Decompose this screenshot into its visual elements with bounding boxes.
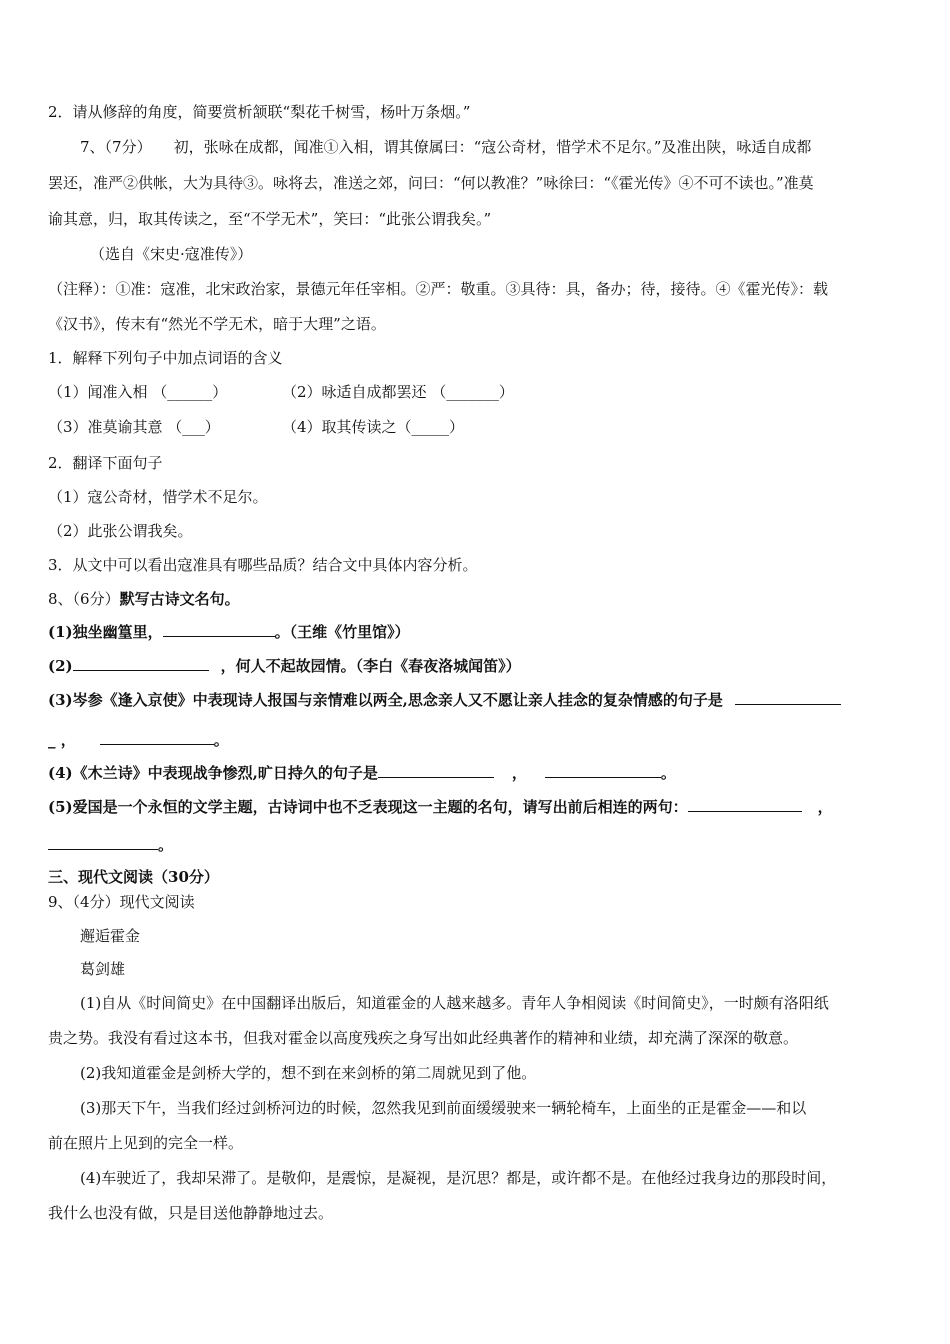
section-3-heading: 三、现代文阅读（30分） <box>48 868 219 886</box>
q7-translate-1: （1）寇公奇材，惜学术不足尔。 <box>48 488 268 506</box>
prev-question-2: 2．请从修辞的角度，简要赏析颔联“梨花千树雪，杨叶万条烟。” <box>48 103 471 121</box>
article-title: 邂逅霍金 <box>80 927 141 945</box>
q8-line-5-cont <box>48 834 173 856</box>
q8-l3-end: 。 <box>213 731 229 749</box>
q7-text-1: 初，张咏在成都，闻准①入相，谓其僚属曰：“寇公奇材，惜学术不足尔。”及准出陕，咏适自成都 <box>173 138 812 156</box>
q8-l1-source: 。（王维《竹里馆》） <box>274 623 410 641</box>
q8-l4-sep: ， <box>511 764 527 782</box>
article-p3-line-2: 前在照片上见到的完全一样。 <box>48 1134 244 1152</box>
article-p4-line-2: 我什么也没有做，只是目送他静静地过去。 <box>48 1204 334 1222</box>
q8-l5-end: 。 <box>158 836 174 854</box>
answer-blank[interactable] <box>48 834 158 850</box>
article-p2: (2)我知道霍金是剑桥大学的，想不到在来剑桥的第二周就见到了他。 <box>80 1064 537 1082</box>
q7-paragraph-line-1 <box>80 136 811 158</box>
q7-note-line-1: （注释）：①准：寇准，北宋政治家，景德元年任宰相。②严：敬重。③具待：具，备办；待，接待。④《霍光传》：载 <box>48 280 829 298</box>
q8-line-1 <box>48 621 410 643</box>
q7-sub-question-1: 1．解释下列句子中加点词语的含义 <box>48 349 283 367</box>
answer-blank[interactable] <box>735 689 841 705</box>
answer-blank[interactable] <box>73 655 209 671</box>
q8-line-3-cont <box>48 729 229 751</box>
q8-title: 默写古诗文名句。 <box>119 590 240 608</box>
q8-line-5 <box>48 796 833 818</box>
q7-item-1: （1）闻准入相 （______） <box>48 383 228 401</box>
q7-paragraph-line-3: 谕其意，归，取其传读之，至“不学无术”，笑曰：“此张公谓我矣。” <box>48 210 492 228</box>
article-author: 葛剑雄 <box>80 960 126 978</box>
q7-translate-2: （2）此张公谓我矣。 <box>48 522 193 540</box>
q7-note-line-2: 《汉书》，传末有“然光不学无术，暗于大理”之语。 <box>48 315 386 333</box>
q7-source: （选自《宋史·寇准传》） <box>90 245 253 263</box>
q8-heading-line <box>48 588 240 610</box>
q8-l1-text: (1)独坐幽篁里， <box>48 623 163 641</box>
answer-blank[interactable] <box>378 762 494 778</box>
q7-item-3: （3）准莫谕其意 （___） <box>48 418 220 436</box>
q9-heading: 9、（4分）现代文阅读 <box>48 893 195 911</box>
q8-l4-text: (4)《木兰诗》中表现战争惨烈,旷日持久的句子是 <box>48 764 378 782</box>
q8-line-4 <box>48 762 676 784</box>
q8-l5-text: (5)爱国是一个永恒的文学主题，古诗词中也不乏表现这一主题的名句，请写出前后相连的两句： <box>48 798 688 816</box>
q8-l3-sep: _ ， <box>48 731 76 749</box>
q8-line-2 <box>48 655 521 677</box>
q7-sub-question-2: 2．翻译下面句子 <box>48 454 163 472</box>
q8-l5-sep: ， <box>817 798 833 816</box>
answer-blank[interactable] <box>163 621 275 637</box>
article-p3-line-1: (3)那天下午，当我们经过剑桥河边的时候，忽然我见到前面缓缓驶来一辆轮椅车，上面坐的正是霍金——和以 <box>80 1099 807 1117</box>
q7-sub-question-3: 3．从文中可以看出寇准具有哪些品质？结合文中具体内容分析。 <box>48 556 478 574</box>
article-p1-line-1: (1)自从《时间简史》在中国翻译出版后，知道霍金的人越来越多。青年人争相阅读《时间简史》，一时颇有洛阳纸 <box>80 994 829 1012</box>
q7-paragraph-line-2: 罢还，准严②供帐，大为具待③。咏将去，准送之郊，问曰：“何以教准？”咏徐曰：“《霍光传》④不可不读也。”准莫 <box>48 174 814 192</box>
article-p4-line-1: (4)车驶近了，我却呆滞了。是敬仰，是震惊，是凝视，是沉思？都是，或许都不是。在他经过我身边的那段时间， <box>80 1169 837 1187</box>
q8-l4-end: 。 <box>660 764 676 782</box>
answer-blank[interactable] <box>100 729 214 745</box>
q8-heading: 8、（6分） <box>48 590 120 608</box>
q8-l3-text: (3)岑参《逢入京使》中表现诗人报国与亲情难以两全,思念亲人又不愿让亲人挂念的复杂情感的句子是 <box>48 691 723 709</box>
q7-item-2: （2）咏适自成都罢还 （_______） <box>282 383 514 401</box>
q8-l2-text: ，何人不起故园情。（李白《春夜洛城闻笛》） <box>220 657 521 675</box>
article-p1-line-2: 贵之势。我没有看过这本书，但我对霍金以高度残疾之身写出如此经典著作的精神和业绩，却充满了深深的敬意。 <box>48 1029 799 1047</box>
q8-l2-num: (2) <box>48 657 73 675</box>
q8-line-3 <box>48 689 841 711</box>
answer-blank[interactable] <box>688 796 802 812</box>
q7-item-4: （4）取其传读之（_____） <box>282 418 465 436</box>
q7-heading: 7、（7分） <box>80 138 152 156</box>
answer-blank[interactable] <box>545 762 661 778</box>
